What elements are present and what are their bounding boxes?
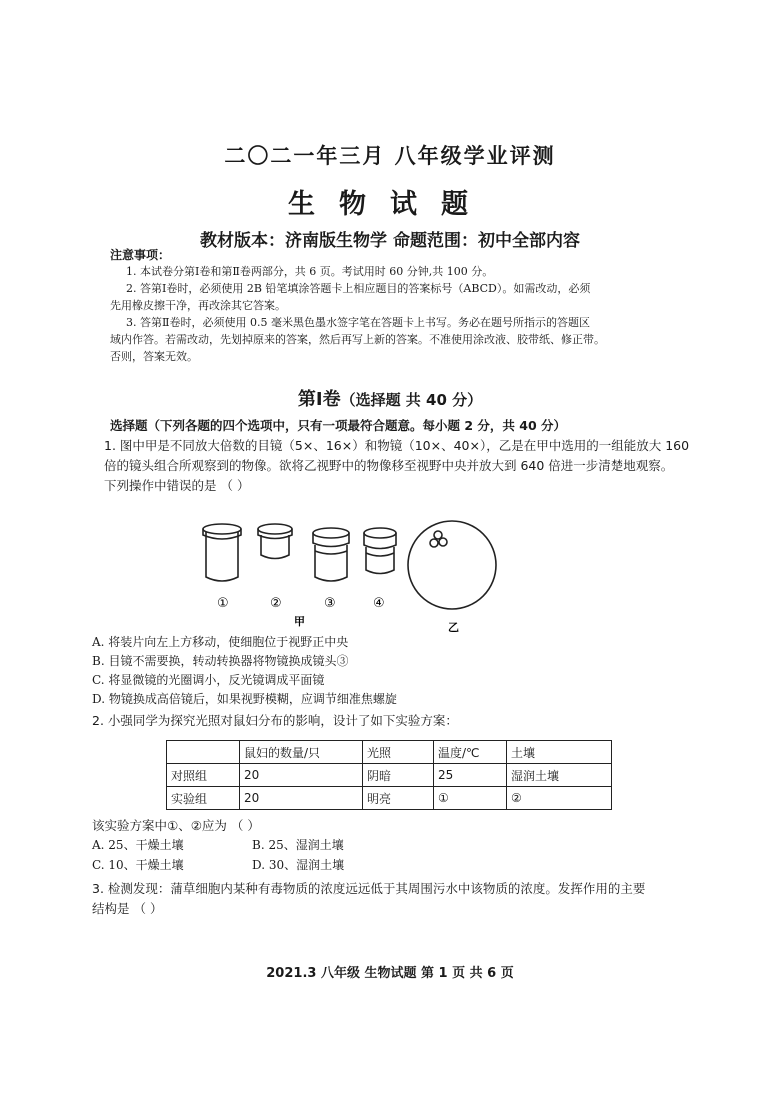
table-header-cell: 光照 <box>363 741 434 764</box>
lens-label: ④ <box>373 596 385 611</box>
lens-label: ③ <box>324 596 336 611</box>
q2-option-a: A. 25、干燥土壤 <box>92 838 184 852</box>
table-row <box>167 764 612 787</box>
q1-line: 倍的镜头组合所观察到的物像。欲将乙视野中的物像移至视野中央并放大到 640 倍进一步清楚地观察。 <box>104 458 674 473</box>
experiment-table <box>166 740 612 810</box>
section-title: 第Ⅰ卷 <box>297 389 341 410</box>
q1-option-c: C. 将显微镜的光圈调小，反光镜调成平面镜 <box>92 673 325 687</box>
q2-option-d: D. 30、湿润土壤 <box>252 858 345 872</box>
table-cell: ① <box>434 787 507 810</box>
q3-line: 3. 检测发现：蒲草细胞内某种有毒物质的浓度远远低于其周围污水中该物质的浓度。发挥作用的主要 <box>92 881 646 896</box>
table-header-cell: 温度/℃ <box>434 741 507 764</box>
eyepiece-lens-2-icon <box>258 524 292 559</box>
q1-line: 下列操作中错误的是 （ ） <box>104 478 250 493</box>
q1-option-d: D. 物镜换成高倍镜后，如果视野模糊，应调节细准焦螺旋 <box>92 692 397 706</box>
table-cell: 20 <box>240 787 363 810</box>
q2-question: 该实验方案中①、②应为 （ ） <box>92 818 260 833</box>
q2-option-b: B. 25、湿润土壤 <box>252 838 344 852</box>
subject-title: 生物试题 <box>288 189 492 220</box>
note-line: 否则，答案无效。 <box>110 350 198 363</box>
figure-label-jia: 甲 <box>294 615 305 628</box>
section-heading <box>0 385 780 411</box>
table-row <box>167 787 612 810</box>
section-subtitle: （选择题 共 40 分） <box>340 391 483 409</box>
page-footer: 2021.3 八年级 生物试题 第 1 页 共 6 页 <box>266 966 514 981</box>
note-line: 3. 答第Ⅱ卷时，必须使用 0.5 毫米黑色墨水签字笔在答题卡上书写。务必在题号所指示的答题区 <box>126 316 590 329</box>
q2-option-c: C. 10、干燥土壤 <box>92 858 184 872</box>
microscope-lens-figure <box>190 515 510 635</box>
objective-lens-4-icon <box>364 528 396 574</box>
table-cell: 25 <box>434 764 507 787</box>
choice-instructions: 选择题（下列各题的四个选项中，只有一项最符合题意。每小题 2 分，共 40 分） <box>110 418 567 433</box>
table-header-cell: 土壤 <box>507 741 612 764</box>
table-header-cell <box>167 741 240 764</box>
notes-heading: 注意事项： <box>110 248 171 262</box>
table-cell: 明亮 <box>363 787 434 810</box>
q1-option-b: B. 目镜不需要换，转动转换器将物镜换成镜头③ <box>92 654 349 668</box>
table-cell: 对照组 <box>167 764 240 787</box>
table-cell: 湿润土壤 <box>507 764 612 787</box>
note-line: 1. 本试卷分第Ⅰ卷和第Ⅱ卷两部分，共 6 页。考试用时 60 分钟,共 100 分。 <box>126 265 494 278</box>
eyepiece-lens-1-icon <box>203 524 241 581</box>
q2-stem: 2. 小强同学为探究光照对鼠妇分布的影响，设计了如下实验方案： <box>92 713 458 728</box>
table-header-cell: 鼠妇的数量/只 <box>240 741 363 764</box>
exam-title: 二〇二一年三月 八年级学业评测 <box>224 144 556 168</box>
q3-line: 结构是 （ ） <box>92 901 163 916</box>
q1-line: 1. 图中甲是不同放大倍数的目镜（5×、16×）和物镜（10×、40×），乙是在甲中选用的一组能放大 160 <box>104 438 690 453</box>
table-cell: 20 <box>240 764 363 787</box>
table-cell: 阴暗 <box>363 764 434 787</box>
figure-label-yi: 乙 <box>448 621 459 634</box>
objective-lens-3-icon <box>313 528 349 581</box>
edition-line: 教材版本：济南版生物学 命题范围：初中全部内容 <box>200 231 580 251</box>
table-cell: ② <box>507 787 612 810</box>
lens-label: ② <box>270 596 282 611</box>
table-cell: 实验组 <box>167 787 240 810</box>
table-header-row <box>167 741 612 764</box>
note-line: 2. 答第Ⅰ卷时，必须使用 2B 铅笔填涂答题卡上相应题目的答案标号（ABCD）。如需改动，必须 <box>126 282 591 295</box>
note-line: 先用橡皮擦干净，再改涂其它答案。 <box>110 299 286 312</box>
field-of-view-icon <box>408 521 496 609</box>
lens-label: ① <box>217 596 229 611</box>
q1-option-a: A. 将装片向左上方移动，使细胞位于视野正中央 <box>92 635 349 649</box>
note-line: 域内作答。若需改动，先划掉原来的答案，然后再写上新的答案。不准使用涂改液、胶带纸、修正带。 <box>110 333 605 346</box>
